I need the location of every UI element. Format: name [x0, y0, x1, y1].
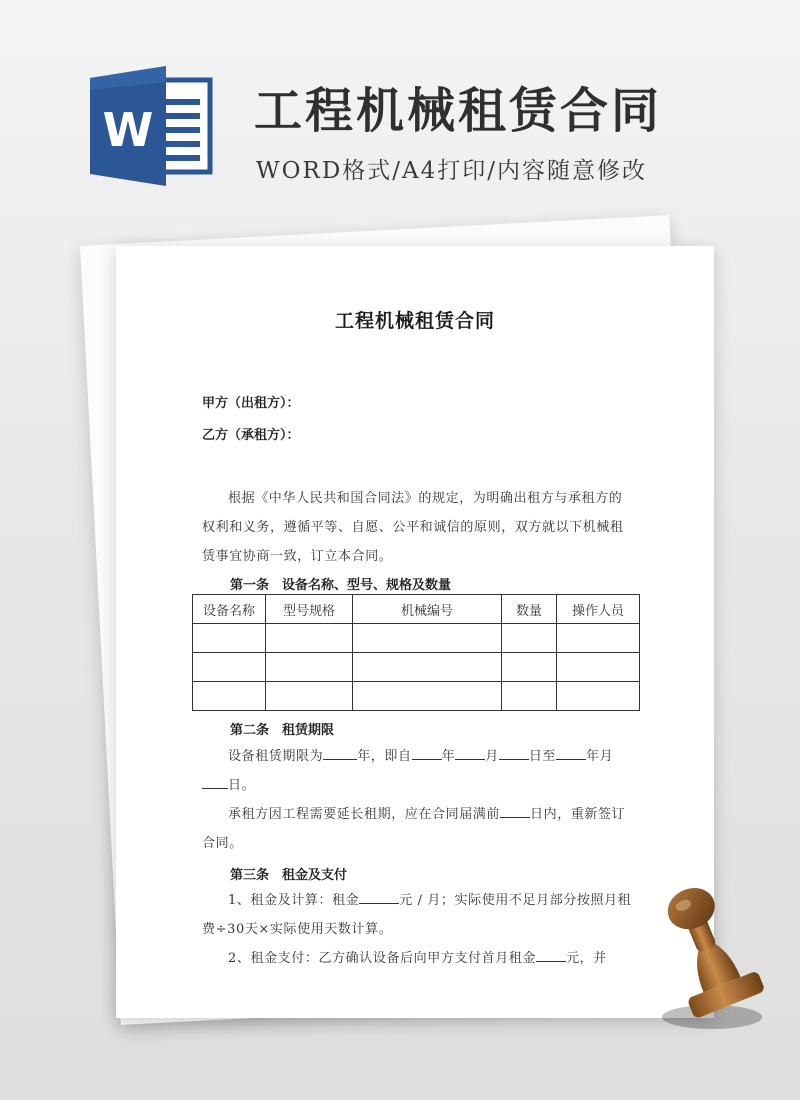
text-segment: 年 — [441, 749, 456, 764]
table-cell — [557, 624, 640, 653]
article-2-paragraph-2 — [202, 800, 632, 858]
blank-line — [556, 745, 586, 760]
table-cell — [193, 624, 266, 653]
article-3-paragraph-2 — [202, 944, 632, 973]
table-header-cell: 型号规格 — [266, 595, 353, 624]
article-2-title: 第二条 租赁期限 — [230, 723, 335, 738]
document-page — [116, 246, 714, 1018]
blank-line — [412, 745, 442, 760]
text-segment: 年，即自 — [357, 749, 412, 764]
banner-title: 工程机械租赁合同 — [254, 83, 663, 139]
table-cell — [266, 624, 353, 653]
blank-line — [323, 745, 357, 760]
text-segment: 日。 — [228, 778, 256, 793]
table-cell — [353, 653, 502, 682]
table-cell — [502, 624, 557, 653]
banner — [0, 0, 800, 220]
party-a-label: 甲方（出租方）： — [202, 396, 300, 411]
table-header-cell: 数量 — [502, 595, 557, 624]
text-segment: 元，并 — [566, 951, 607, 966]
text-segment: 2、租金支付：乙方确认设备后向甲方支付首月租金 — [228, 951, 537, 966]
document-title: 工程机械租赁合同 — [334, 310, 495, 332]
table-row — [193, 682, 640, 711]
table-cell — [266, 653, 353, 682]
text-segment: 月 — [485, 749, 499, 764]
party-b-label: 乙方（承租方）： — [202, 428, 300, 443]
text-segment: 日内，重新签订合同。 — [202, 807, 626, 851]
equipment-table — [192, 594, 640, 711]
table-header-cell: 操作人员 — [557, 595, 640, 624]
article-1-title: 第一条 设备名称、型号、规格及数量 — [230, 578, 452, 593]
text-segment: 设备租赁期限为 — [228, 749, 324, 764]
text-segment: 月 — [599, 749, 614, 764]
table-row — [193, 624, 640, 653]
article-2-paragraph-1 — [202, 742, 632, 800]
table-cell — [353, 682, 502, 711]
table-cell — [193, 653, 266, 682]
blank-line — [499, 745, 529, 760]
table-cell — [557, 682, 640, 711]
word-icon — [88, 62, 216, 190]
intro-paragraph: 根据《中华人民共和国合同法》的规定，为明确出租方与承租方的权利和义务，遵循平等、自愿、公平和诚信的原则，双方就以下机械租赁事宜协商一致，订立本合同。 — [202, 491, 624, 564]
table-cell — [557, 653, 640, 682]
blank-line — [359, 889, 399, 904]
blank-line — [202, 774, 228, 789]
article-3-title: 第三条 租金及支付 — [230, 868, 348, 883]
table-header-cell: 设备名称 — [193, 595, 266, 624]
text-segment: 年 — [586, 749, 600, 764]
table-cell — [353, 624, 502, 653]
blank-line — [455, 745, 485, 760]
table-row — [193, 653, 640, 682]
table-header-row — [193, 595, 640, 624]
table-cell — [266, 682, 353, 711]
text-segment: 承租方因工程需要延长租期，应在合同届满前 — [228, 807, 501, 822]
seal-stamp-icon — [650, 875, 770, 1035]
text-segment: 1、租金及计算：租金 — [228, 893, 360, 908]
text-segment: 元 / 月；实际使用不足月部分按照月租费÷30天×实际使用天数计算。 — [202, 893, 632, 937]
table-cell — [193, 682, 266, 711]
table-cell — [502, 682, 557, 711]
word-icon-letter: W — [102, 103, 154, 157]
table-header-cell: 机械编号 — [353, 595, 502, 624]
blank-line — [536, 947, 566, 962]
article-3-paragraph-1 — [202, 886, 632, 944]
banner-subtitle: WORD格式/A4打印/内容随意修改 — [256, 158, 647, 184]
text-segment: 日至 — [528, 749, 557, 764]
table-cell — [502, 653, 557, 682]
blank-line — [500, 803, 530, 818]
